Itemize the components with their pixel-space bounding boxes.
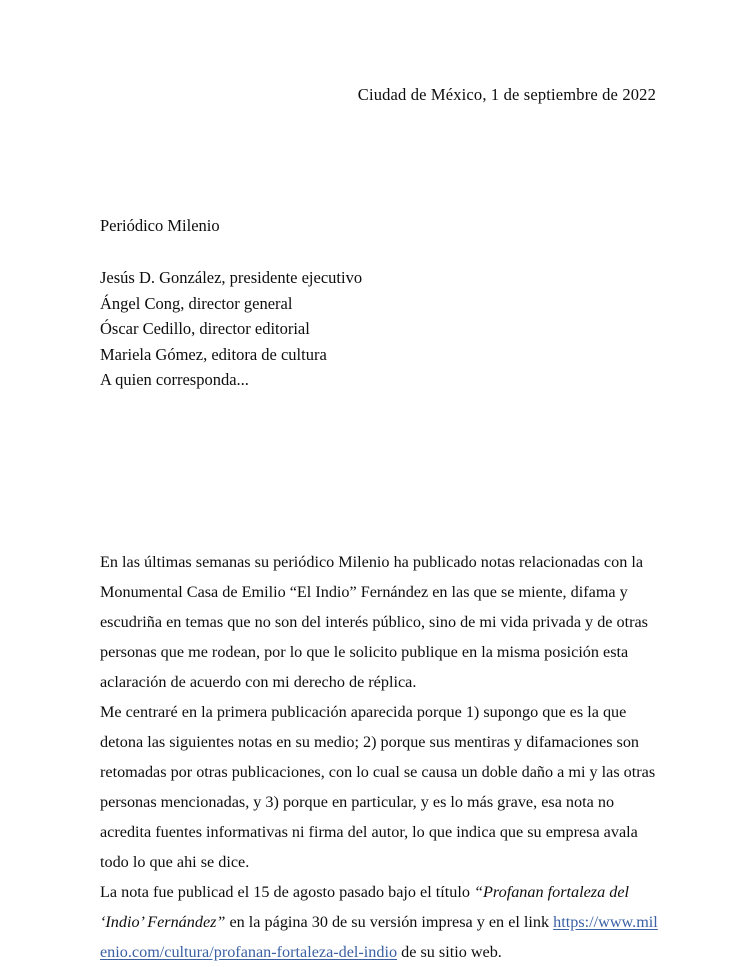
date-line: Ciudad de México, 1 de septiembre de 2022: [357, 85, 656, 104]
recipient-item: Ángel Cong, director general: [100, 293, 293, 313]
paragraph-3-lead: La nota fue publicad el 15 de agosto pasado bajo el título: [100, 883, 475, 901]
recipient-item: Jesús D. González, presidente ejecutivo: [100, 268, 363, 287]
body-paragraph-1: En las últimas semanas su periódico Milenio ha publicado notas relacionadas con la Monumental Casa de Emilio “El Indio” Fernández en las que se miente, difama y escudriña en temas que no son del interés público, sino de mi vida privada y de otras personas que me rodean, por lo que le solicito publique en la misma posición esta aclaración de acuerdo con mi derecho de réplica.: [100, 553, 648, 691]
letter-body: [100, 547, 658, 967]
recipient-item: A quien corresponda...: [100, 370, 249, 389]
article-title: “Profanan fortaleza del ‘Indio’ Fernández”: [100, 883, 629, 931]
addressee-organization: Periódico Milenio: [100, 216, 220, 235]
body-paragraph-2: Me centraré en la primera publicación aparecida porque 1) supongo que es la que detona las siguientes notas en su medio; 2) porque sus mentiras y difamaciones son retomadas por otras publicaciones, con lo cual se causa un doble daño a mi y las otras personas mencionadas, y 3) porque en particular, y es lo más grave, esa nota no acredita fuentes informativas ni firma del autor, lo que indica que su empresa avala todo lo que ahi se dice.: [100, 703, 656, 871]
paragraph-3-middle: en la página 30 de su versión impresa y en el link: [225, 913, 554, 931]
body-paragraph-3: [100, 877, 658, 967]
recipient-list: [100, 265, 660, 393]
recipient-item: Mariela Gómez, editora de cultura: [100, 344, 327, 364]
paragraph-3-tail: de su sitio web.: [397, 943, 502, 961]
recipient-item: Óscar Cedillo, director editorial: [100, 319, 310, 338]
article-link[interactable]: https://www.milenio.com/cultura/profanan-fortaleza-del-indio: [100, 913, 658, 961]
addressee-block: [100, 213, 660, 393]
